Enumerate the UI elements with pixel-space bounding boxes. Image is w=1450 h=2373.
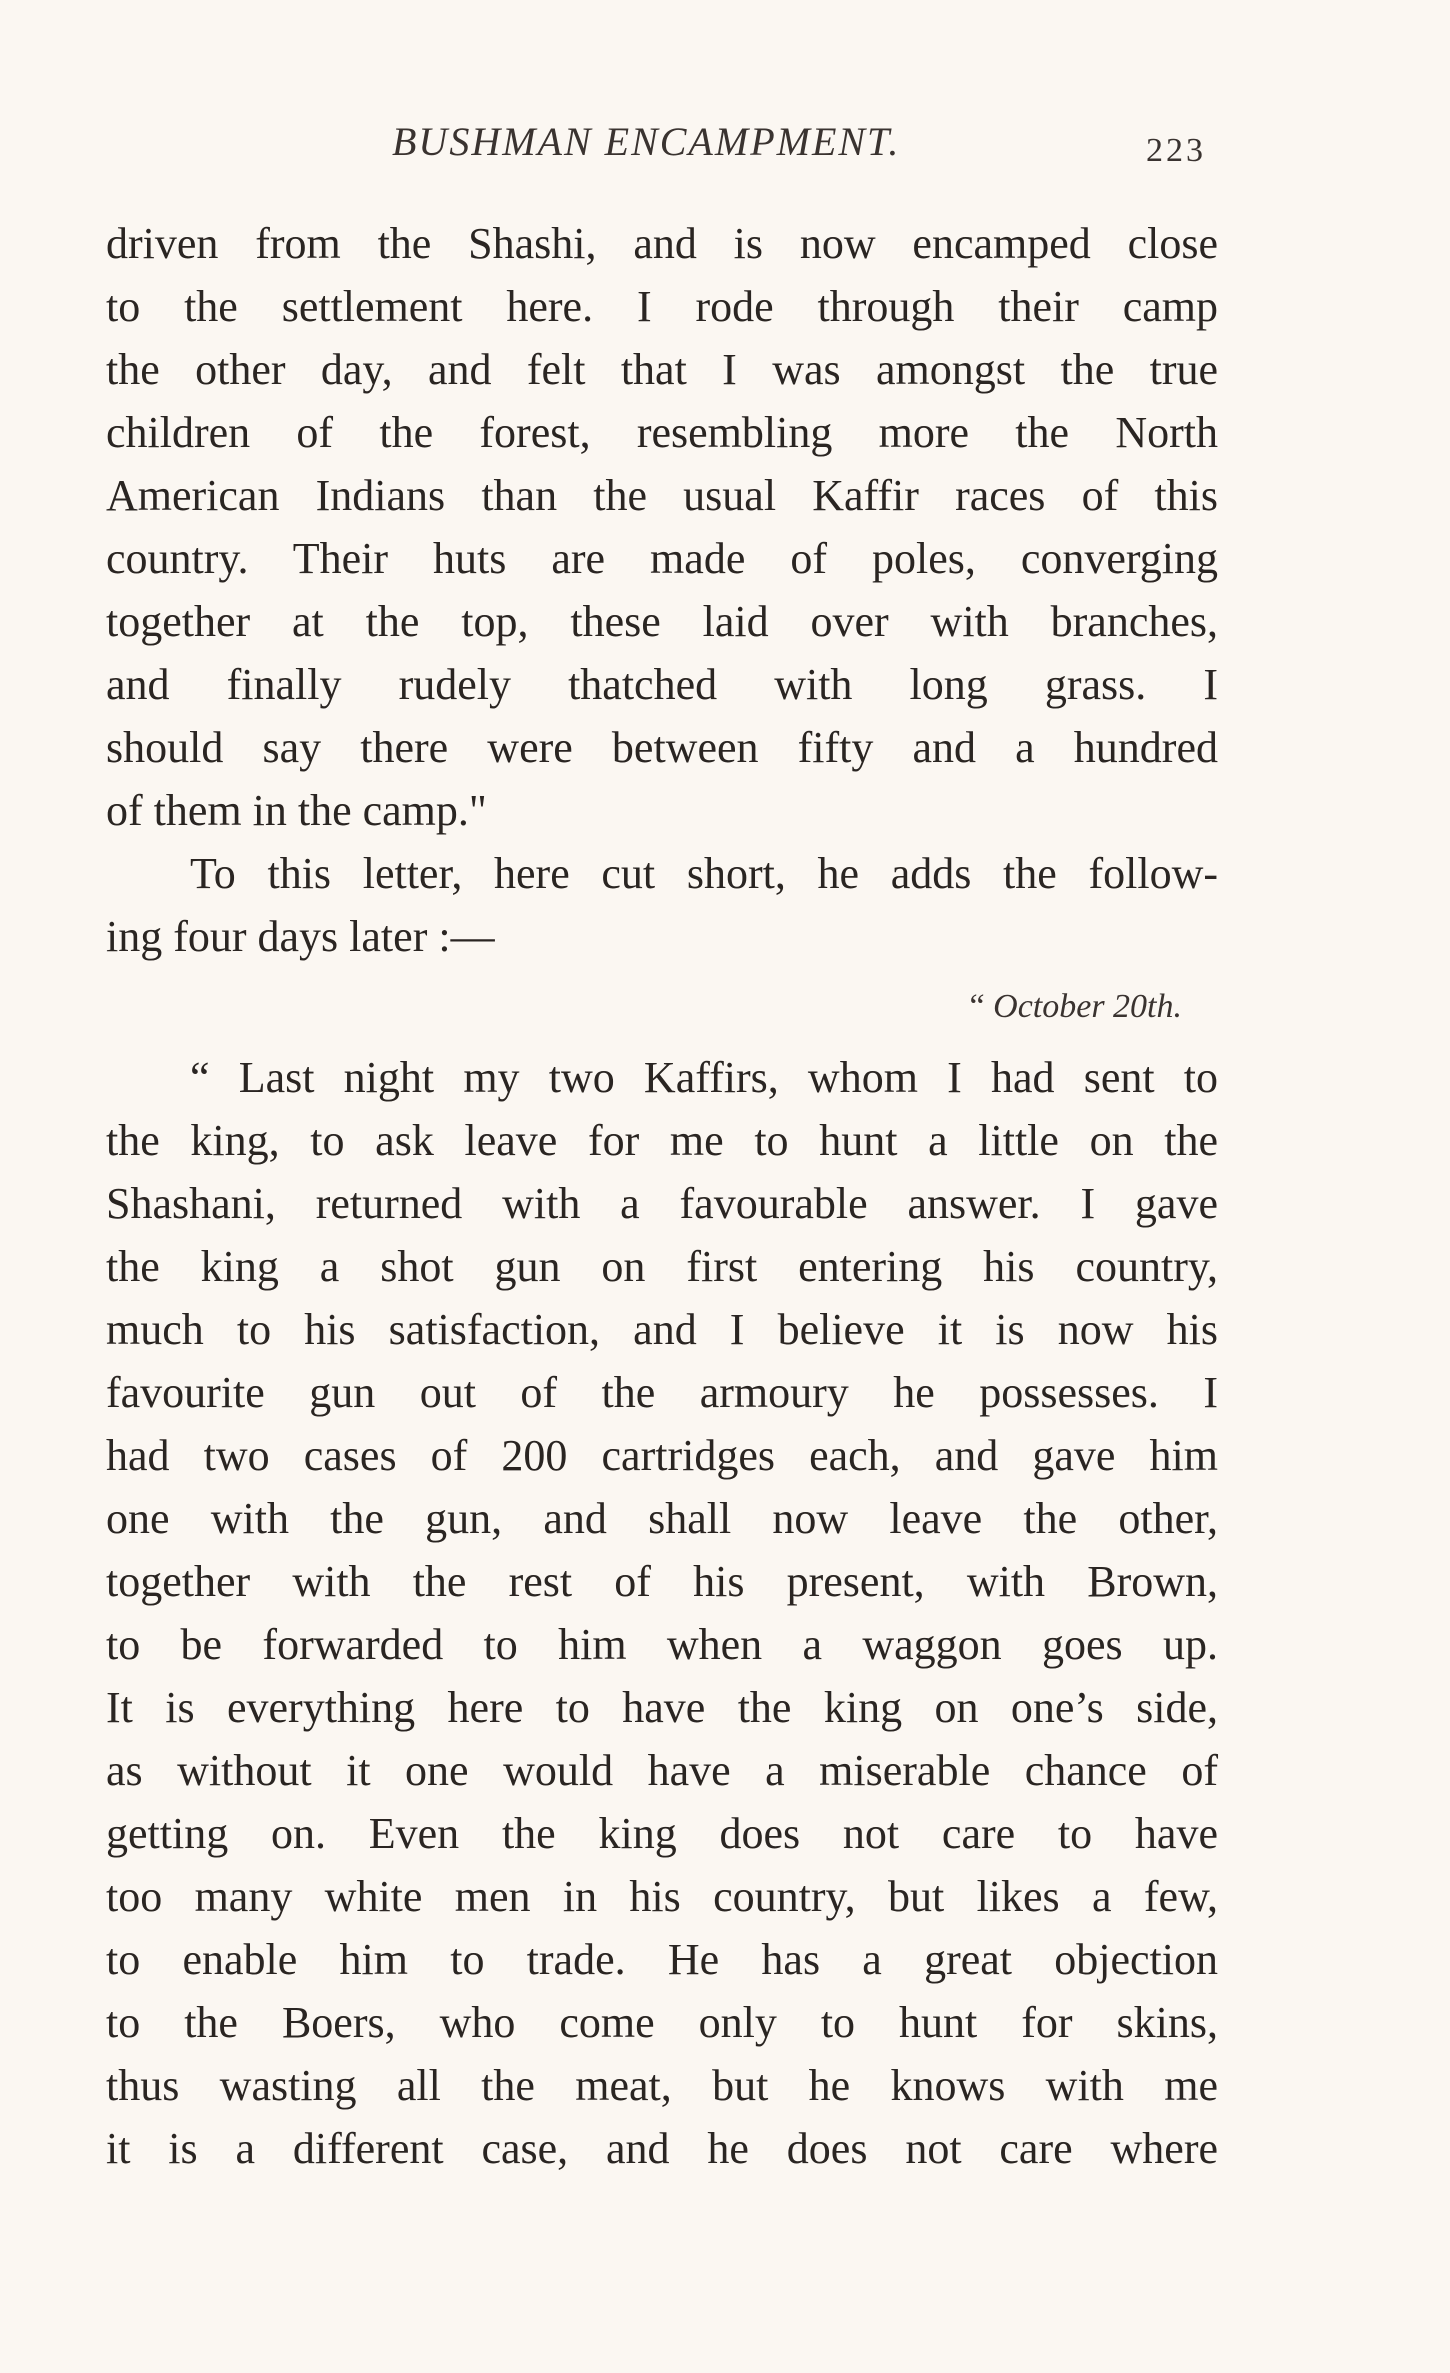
text-line: driven from the Shashi, and is now encamped close: [106, 219, 1218, 268]
text-line: ing four days later :—: [106, 912, 495, 961]
page-number: 223: [1146, 132, 1206, 169]
text-line: country. Their huts are made of poles, converging: [106, 534, 1218, 583]
text-line: American Indians than the usual Kaffir races of this: [106, 471, 1218, 520]
text-line: and finally rudely thatched with long grass. I: [106, 660, 1218, 709]
text-line: one with the gun, and shall now leave the other,: [106, 1494, 1218, 1543]
dateline-quote: “: [969, 988, 985, 1025]
running-head: [0, 118, 1450, 178]
text-line: the king a shot gun on first entering his country,: [106, 1242, 1218, 1291]
text-line: the king, to ask leave for me to hunt a little on the: [106, 1116, 1218, 1165]
paragraph-continuation: [106, 212, 1218, 842]
text-line: thus wasting all the meat, but he knows with me: [106, 2061, 1218, 2110]
text-line: to the Boers, who come only to hunt for skins,: [106, 1998, 1218, 2047]
dateline-text: October 20th.: [993, 988, 1182, 1025]
text-line: should say there were between fifty and a hundred: [106, 723, 1218, 772]
text-line: together with the rest of his present, with Brown,: [106, 1557, 1218, 1606]
running-title: BUSHMAN ENCAMPMENT.: [392, 119, 901, 164]
letter-dateline: [106, 968, 1218, 1046]
text-line: as without it one would have a miserable chance of: [106, 1746, 1218, 1795]
text-line: to the settlement here. I rode through their camp: [106, 282, 1218, 331]
text-line: “ Last night my two Kaffirs, whom I had sent to: [190, 1053, 1218, 1102]
text-line: It is everything here to have the king on one’s side,: [106, 1683, 1218, 1732]
text-line: the other day, and felt that I was amongst the true: [106, 345, 1218, 394]
paragraph-letter: [106, 1046, 1218, 2180]
text-line: together at the top, these laid over with branches,: [106, 597, 1218, 646]
text-line: To this letter, here cut short, he adds the follow-: [190, 849, 1218, 898]
text-line: getting on. Even the king does not care to have: [106, 1809, 1218, 1858]
text-line: too many white men in his country, but likes a few,: [106, 1872, 1218, 1921]
text-line: to be forwarded to him when a waggon goes up.: [106, 1620, 1218, 1669]
body-text: [106, 212, 1218, 2180]
text-line: favourite gun out of the armoury he possesses. I: [106, 1368, 1218, 1417]
paragraph-intro: [106, 842, 1218, 968]
text-line: it is a different case, and he does not care where: [106, 2124, 1218, 2173]
text-line: of them in the camp.": [106, 786, 487, 835]
text-line: to enable him to trade. He has a great objection: [106, 1935, 1218, 1984]
text-line: had two cases of 200 cartridges each, and gave him: [106, 1431, 1218, 1480]
text-line: children of the forest, resembling more the North: [106, 408, 1218, 457]
text-line: Shashani, returned with a favourable answer. I gave: [106, 1179, 1218, 1228]
text-line: much to his satisfaction, and I believe it is now his: [106, 1305, 1218, 1354]
